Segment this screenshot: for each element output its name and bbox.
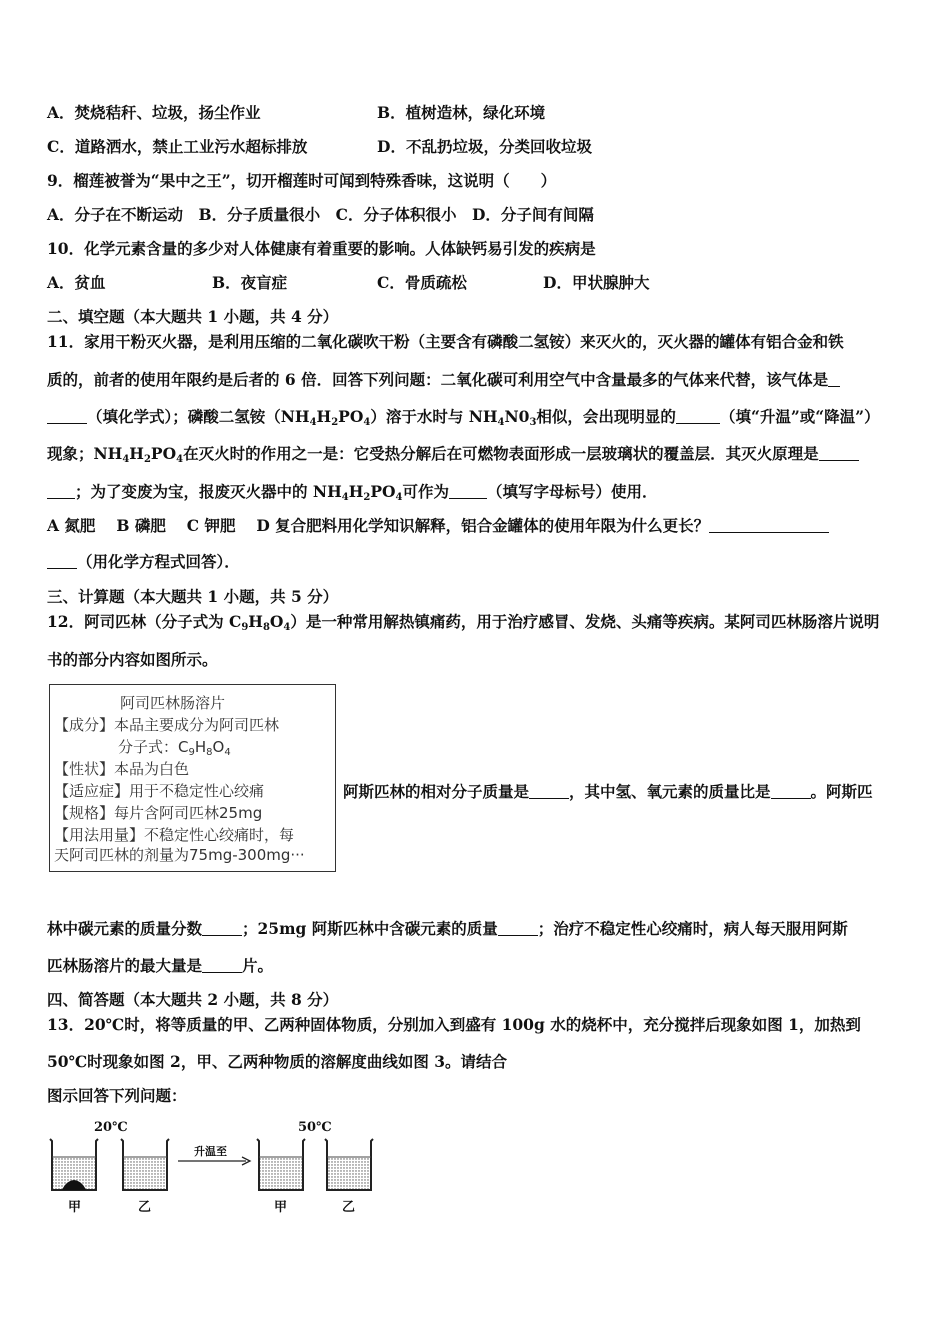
q12-text: ，其中氢、氧元素的质量比是 bbox=[569, 782, 771, 801]
q11-text: 现象；NH bbox=[47, 444, 123, 463]
q11-line-3 bbox=[47, 407, 880, 427]
q12-side-text bbox=[343, 782, 873, 802]
subscript: 4 bbox=[224, 747, 231, 758]
aspirin-leaflet-image bbox=[49, 684, 336, 872]
q11-line-5 bbox=[47, 482, 657, 502]
q11-text: N0 bbox=[504, 407, 530, 426]
beaker-yi-20 bbox=[121, 1139, 169, 1190]
q11-line-7 bbox=[47, 552, 240, 572]
answer-blank[interactable] bbox=[47, 554, 77, 569]
q11-text: 相似，会出现明显的 bbox=[536, 407, 676, 426]
q12-text: ；治疗不稳定性心绞痛时，病人每天服用阿斯 bbox=[537, 919, 848, 938]
subscript: 4 bbox=[283, 622, 291, 633]
answer-blank[interactable] bbox=[529, 784, 569, 799]
section-3-heading: 三、计算题（本大题共 1 小题，共 5 分） bbox=[47, 587, 339, 606]
label-yi-2: 乙 bbox=[342, 1200, 356, 1215]
section-2-heading: 二、填空题（本大题共 1 小题，共 4 分） bbox=[47, 307, 339, 326]
leaflet-spec: 【规格】每片含阿司匹林25mg bbox=[54, 804, 263, 822]
subscript: 4 bbox=[395, 492, 403, 503]
q12-text: 匹林肠溶片的最大量是 bbox=[47, 956, 203, 975]
q10-stem: 10．化学元素含量的多少对人体健康有着重要的影响。人体缺钙易引发的疾病是 bbox=[47, 239, 596, 258]
q12-line-3 bbox=[47, 919, 848, 939]
subscript: 9 bbox=[188, 747, 195, 758]
q10-option-c: C．骨质疏松 bbox=[377, 273, 467, 292]
leaflet-text: 分子式：C bbox=[118, 738, 189, 756]
beaker-jia-20 bbox=[50, 1139, 98, 1190]
subscript: 3 bbox=[529, 417, 537, 428]
leaflet-formula bbox=[118, 737, 231, 758]
subscript: 2 bbox=[143, 454, 151, 465]
answer-blank[interactable] bbox=[771, 784, 811, 799]
label-yi-1: 乙 bbox=[138, 1200, 152, 1215]
q11-text: PO bbox=[338, 407, 364, 426]
leaflet-properties: 【性状】本品为白色 bbox=[54, 760, 190, 778]
q12-text: H bbox=[248, 612, 263, 631]
q12-text: 12．阿司匹林（分子式为 C bbox=[47, 612, 242, 631]
q13-line-2: 50℃时现象如图 2，甲、乙两种物质的溶解度曲线如图 3。请结合 bbox=[47, 1052, 508, 1071]
subscript: 4 bbox=[363, 417, 371, 428]
q12-line-4 bbox=[47, 956, 273, 976]
leaflet-dosage-2: 天阿司匹林的剂量为75mg-300mg··· bbox=[54, 846, 305, 864]
q12-line-2: 书的部分内容如图所示。 bbox=[47, 650, 218, 669]
answer-blank[interactable] bbox=[202, 921, 242, 936]
q9-stem: 9．榴莲被誉为“果中之王”，切开榴莲时可闻到特殊香味，这说明（ ） bbox=[47, 171, 557, 190]
label-jia-1: 甲 bbox=[68, 1200, 82, 1215]
q11-line-1: 11．家用干粉灭火器，是利用压缩的二氧化碳吹干粉（主要含有磷酸二氢铵）来灭火的，灭火器的罐体有铝合金和铁 bbox=[47, 332, 844, 351]
answer-blank[interactable] bbox=[498, 921, 538, 936]
subscript: 4 bbox=[341, 492, 349, 503]
q12-text: 阿斯匹林的相对分子质量是 bbox=[343, 782, 530, 801]
answer-blank[interactable] bbox=[202, 958, 242, 973]
subscript: 4 bbox=[122, 454, 130, 465]
q8-option-b: B．植树造林，绿化环境 bbox=[377, 103, 546, 122]
answer-blank[interactable] bbox=[819, 446, 859, 461]
q12-text: O bbox=[269, 612, 284, 631]
q11-text: 在灭火时的作用之一是：它受热分解后在可燃物表面形成一层玻璃状的覆盖层．其灭火原理是 bbox=[183, 444, 819, 463]
leaflet-indication: 【适应症】用于不稳定性心绞痛 bbox=[54, 782, 265, 800]
q10-option-b: B．夜盲症 bbox=[212, 273, 288, 292]
answer-blank[interactable] bbox=[828, 372, 840, 387]
q11-line-4 bbox=[47, 444, 859, 464]
beaker-yi-50 bbox=[325, 1139, 373, 1190]
answer-blank[interactable] bbox=[676, 409, 720, 424]
beaker-jia-50 bbox=[257, 1139, 305, 1190]
q11-text: H bbox=[129, 444, 144, 463]
q11-line-2-text: 质的，前者的使用年限约是后者的 6 倍．回答下列问题：二氧化碳可利用空气中含量最多的气体来代替，该气体是 bbox=[47, 370, 829, 389]
subscript: 2 bbox=[363, 492, 371, 503]
label-jia-2: 甲 bbox=[274, 1200, 288, 1215]
temp-label-20: 20℃ bbox=[94, 1120, 128, 1135]
q11-text: （填写字母标号）使用． bbox=[486, 482, 658, 501]
leaflet-dosage: 【用法用量】不稳定性心绞痛时，每 bbox=[54, 826, 295, 844]
q11-text: PO bbox=[150, 444, 177, 463]
leaflet-text: O bbox=[212, 738, 225, 756]
q11-text: ）溶于水时与 NH bbox=[370, 407, 498, 426]
q8-option-c: C．道路洒水，禁止工业污水超标排放 bbox=[47, 137, 308, 156]
section-4-heading: 四、简答题（本大题共 2 小题，共 8 分） bbox=[47, 990, 339, 1009]
q12-line-1 bbox=[47, 612, 879, 632]
answer-blank[interactable] bbox=[449, 484, 487, 499]
subscript: 8 bbox=[206, 747, 213, 758]
leaflet-title: 阿司匹林肠溶片 bbox=[120, 694, 226, 712]
answer-blank[interactable] bbox=[47, 484, 75, 499]
q10-option-a: A．贫血 bbox=[47, 273, 106, 292]
q9-options: A．分子在不断运动 B．分子质量很小 C．分子体积很小 D．分子间有间隔 bbox=[47, 205, 594, 224]
subscript: 4 bbox=[497, 417, 505, 428]
subscript: 2 bbox=[331, 417, 339, 428]
q11-text: H bbox=[316, 407, 332, 426]
temp-label-50: 50℃ bbox=[298, 1120, 332, 1135]
q11-line-2 bbox=[47, 370, 840, 390]
q11-text: H bbox=[348, 482, 364, 501]
q13-line-1: 13．20℃时，将等质量的甲、乙两种固体物质，分别加入到盛有 100g 水的烧杯中，充分搅拌后现象如图 1，加热到 bbox=[47, 1015, 861, 1034]
q8-option-a: A．焚烧秸秆、垃圾，扬尘作业 bbox=[47, 103, 261, 122]
q10-option-d: D．甲状腺肿大 bbox=[543, 273, 650, 292]
answer-blank[interactable] bbox=[709, 518, 829, 533]
leaflet-ingredient: 【成分】本品主要成分为阿司匹林 bbox=[54, 716, 280, 734]
heat-label: 升温至 bbox=[194, 1145, 227, 1158]
q11-text: （用化学方程式回答）． bbox=[77, 552, 240, 571]
subscript: 4 bbox=[309, 417, 317, 428]
q13-line-3: 图示回答下列问题： bbox=[47, 1086, 187, 1105]
subscript: 4 bbox=[176, 454, 184, 465]
q8-option-d: D．不乱扔垃圾，分类回收垃圾 bbox=[377, 137, 592, 156]
leaflet-text: H bbox=[194, 738, 207, 756]
q11-line-6 bbox=[47, 516, 829, 536]
q12-text: 片。 bbox=[242, 956, 274, 975]
q11-text: （填“升温”或“降温”） bbox=[719, 407, 880, 426]
q11-text: 可作为 bbox=[402, 482, 449, 501]
q12-text: ；25mg 阿斯匹林中含碳元素的质量 bbox=[242, 919, 498, 938]
q11-text: （填化学式）；磷酸二氢铵（NH bbox=[87, 407, 310, 426]
beaker-figure bbox=[46, 1113, 381, 1218]
q11-text: ；为了变废为宝，报废灭火器中的 NH bbox=[75, 482, 342, 501]
subscript: 9 bbox=[241, 622, 249, 633]
q11-text: PO bbox=[370, 482, 396, 501]
q12-text: 。阿斯匹 bbox=[810, 782, 873, 801]
q12-text: ）是一种常用解热镇痛药，用于治疗感冒、发烧、头痛等疾病。某阿司匹林肠溶片说明 bbox=[290, 612, 880, 631]
q12-text: 林中碳元素的质量分数 bbox=[47, 919, 203, 938]
answer-blank[interactable] bbox=[47, 409, 87, 424]
subscript: 8 bbox=[262, 622, 270, 633]
q11-text: A 氮肥 B 磷肥 C 钾肥 D 复合肥料用化学知识解释，铝合金罐体的使用年限为什么更长？ bbox=[47, 516, 710, 535]
